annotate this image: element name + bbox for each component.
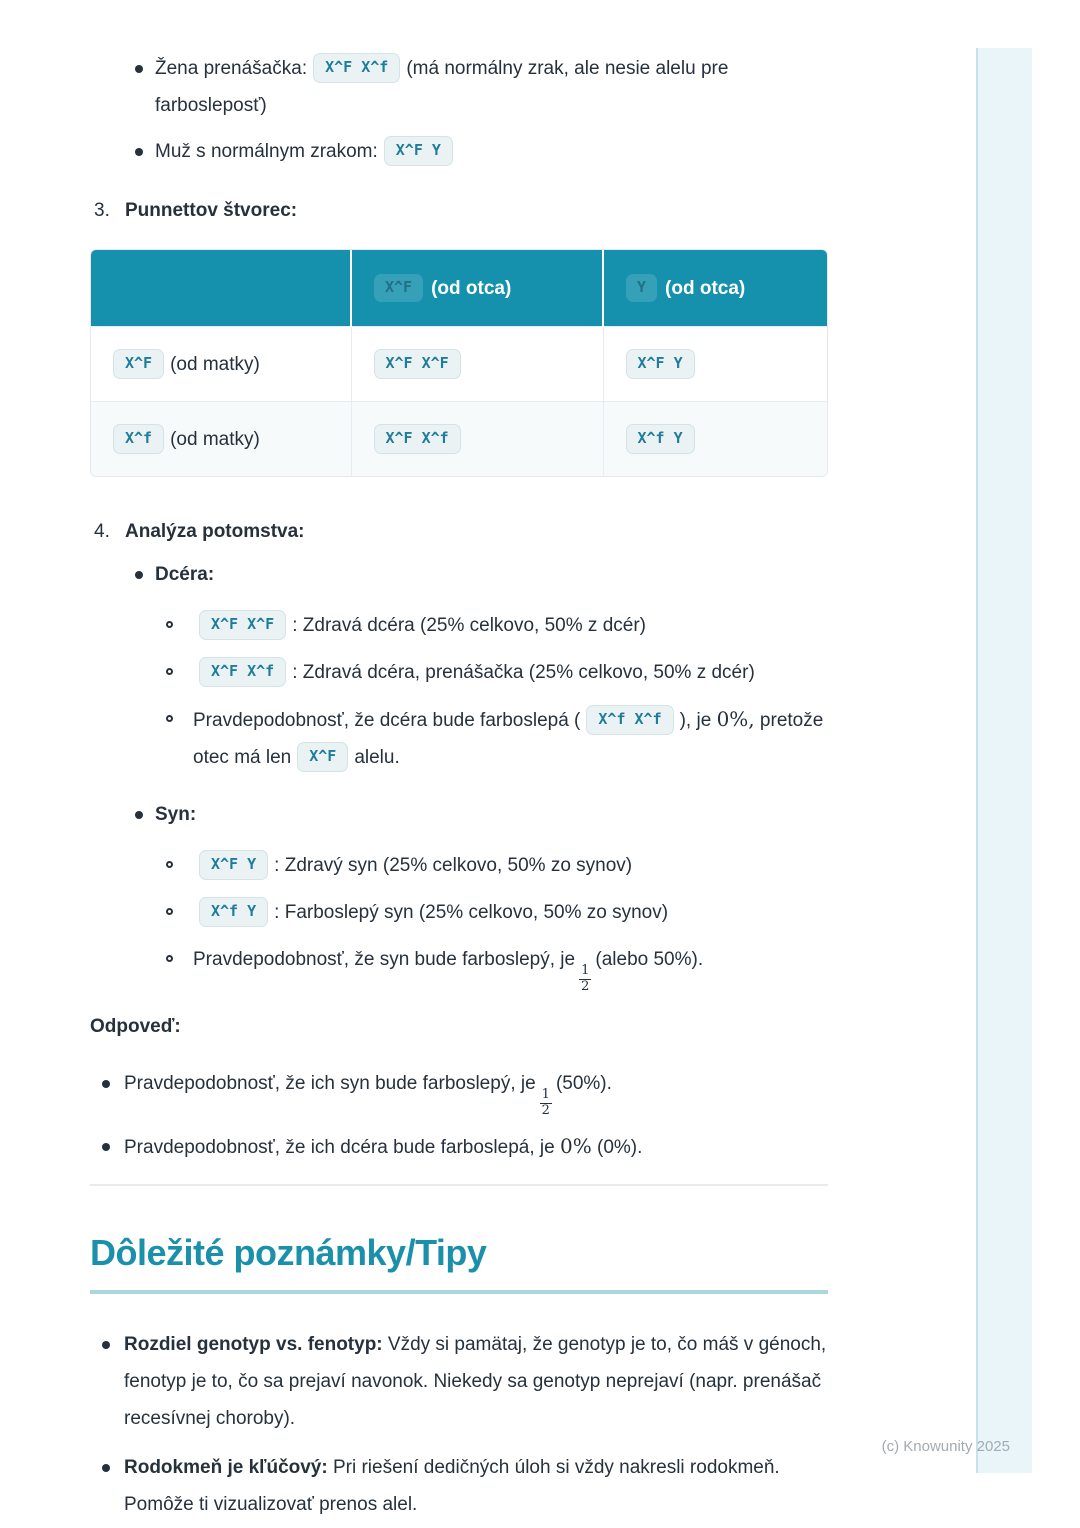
page-side-stripe <box>976 48 1032 1473</box>
list-item <box>90 1065 828 1118</box>
tip-lead: Rodokmeň je kľúčový: <box>124 1457 328 1479</box>
genotype-code-badge: X^f X^f <box>586 705 673 735</box>
item-text: (má normálny zrak, ale nesie alelu pre farbosleposť) <box>155 58 729 116</box>
item-text: Pravdepodobnosť, že ich syn bude farboslepý, je <box>124 1073 536 1095</box>
list-item <box>90 50 828 124</box>
list-item-text <box>124 1128 828 1166</box>
row-label: (od matky) <box>170 354 260 375</box>
list-item <box>90 133 828 170</box>
row-label: (od matky) <box>170 429 260 450</box>
bullet-circle-icon <box>166 908 173 915</box>
fraction-denominator: 2 <box>581 978 590 994</box>
bullet-dot-icon <box>102 1143 110 1151</box>
item-text: : Zdravá dcéra (25% celkovo, 50% z dcér) <box>292 615 646 636</box>
genotype-code-badge: X^F X^f <box>313 53 400 83</box>
fraction-numerator: 1 <box>541 1087 550 1103</box>
son-group <box>90 796 828 994</box>
bullet-circle-icon <box>166 715 173 722</box>
bullet-dot-icon <box>135 811 143 819</box>
item-text: (alebo 50%). <box>595 949 704 970</box>
item-text: Muž s normálnym zrakom: <box>155 141 378 162</box>
answer-list <box>90 1065 828 1166</box>
list-item <box>90 701 828 776</box>
table-header-cell <box>351 250 603 327</box>
header-label: (od otca) <box>431 278 512 299</box>
genotype-code-badge: X^F Y <box>626 349 695 379</box>
copyright-watermark: (c) Knowunity 2025 <box>881 1438 1010 1455</box>
genotype-code-badge: X^f <box>113 424 164 454</box>
list-item <box>90 847 828 884</box>
item-text: : Farboslepý syn (25% celkovo, 50% zo synov) <box>274 902 669 923</box>
genotype-code-badge: X^F <box>297 742 348 772</box>
header-label: (od otca) <box>665 278 746 299</box>
list-item-text <box>193 941 828 994</box>
bullet-dot-icon <box>102 1464 110 1472</box>
tip-lead: Rozdiel genotyp vs. fenotyp: <box>124 1334 383 1356</box>
item-text: : Zdravý syn (25% celkovo, 50% zo synov) <box>274 855 633 876</box>
bullet-dot-icon <box>135 148 143 156</box>
table-row <box>91 402 828 477</box>
table-header-cell <box>603 250 828 327</box>
list-item-text <box>193 607 828 644</box>
list-item <box>90 941 828 994</box>
item-text: Vždy si pamätaj, že genotyp je to, čo máš v génoch, fenotyp je to, čo sa prejaví navonok. Niekedy sa genotyp neprejaví (napr. prenášač recesívnej choroby). <box>124 1334 827 1430</box>
item-text: alelu. <box>354 747 400 768</box>
list-item <box>90 1449 828 1523</box>
bullet-dot-icon <box>135 65 143 73</box>
list-item-son-heading <box>90 796 828 833</box>
list-item <box>90 1326 828 1437</box>
list-item-text <box>193 894 828 931</box>
table-header-empty-cell <box>91 250 351 327</box>
bullet-dot-icon <box>135 571 143 579</box>
genotype-code-badge: X^F <box>113 349 164 379</box>
list-item-text <box>124 1326 828 1437</box>
bullet-dot-icon <box>102 1080 110 1088</box>
daughter-group <box>90 556 828 776</box>
list-item-text <box>124 1449 828 1523</box>
section-number: 3. <box>94 200 110 221</box>
item-text: Pri riešení dedičných úloh si vždy nakresli rodokmeň. Pomôže ti vizualizovať prenos alel. <box>124 1457 780 1516</box>
item-text: Pravdepodobnosť, že syn bude farboslepý, je <box>193 949 576 970</box>
item-text: (50%). <box>555 1073 612 1095</box>
punnett-square-table <box>90 249 828 477</box>
section-heading-analysis <box>90 513 828 550</box>
bullet-dot-icon <box>102 1341 110 1349</box>
genotype-code-badge: Y <box>626 274 657 302</box>
group-heading: Dcéra: <box>155 564 215 585</box>
table-cell <box>351 327 603 402</box>
row-header-cell <box>91 327 351 402</box>
genotype-code-badge: X^F <box>374 274 423 302</box>
item-text: ), je <box>679 710 717 731</box>
group-heading: Syn: <box>155 804 197 825</box>
tips-list <box>90 1326 828 1523</box>
bullet-circle-icon <box>166 861 173 868</box>
list-item <box>90 1128 828 1166</box>
list-item <box>90 654 828 691</box>
genotype-code-badge: X^F X^F <box>374 349 461 379</box>
list-item <box>90 607 828 644</box>
section-title: Analýza potomstva: <box>125 521 305 542</box>
table-cell <box>351 402 603 477</box>
row-header-cell <box>91 402 351 477</box>
answer-heading: Odpoveď: <box>90 1016 181 1038</box>
math-value: 0%, <box>716 707 755 731</box>
list-item-text <box>193 847 828 884</box>
list-item-text <box>155 133 828 170</box>
bullet-circle-icon <box>166 955 173 962</box>
item-text: pretože otec má len <box>193 710 824 768</box>
list-item-text <box>124 1065 828 1118</box>
list-item-daughter-heading <box>90 556 828 593</box>
section-heading-punnett <box>90 192 828 229</box>
table-header-row <box>91 250 828 327</box>
fraction-one-half <box>579 964 591 994</box>
genotype-code-badge: X^f Y <box>626 424 695 454</box>
item-text: : Zdravá dcéra, prenášačka (25% celkovo, 50% z dcér) <box>292 662 755 683</box>
fraction-numerator: 1 <box>581 963 590 978</box>
genotype-code-badge: X^F X^f <box>374 424 461 454</box>
list-item-text <box>193 701 828 776</box>
bullet-circle-icon <box>166 621 173 628</box>
tips-section-title: Dôležité poznámky/Tipy <box>90 1232 828 1294</box>
math-value: 0% <box>559 1134 592 1159</box>
table-cell <box>603 402 828 477</box>
intro-list <box>90 50 828 170</box>
item-text: Pravdepodobnosť, že ich dcéra bude farboslepá, je <box>124 1137 560 1159</box>
list-item-text <box>155 50 828 124</box>
genotype-code-badge: X^F X^F <box>199 610 286 640</box>
item-text: (0%). <box>591 1137 643 1159</box>
genotype-code-badge: X^f Y <box>199 897 268 927</box>
horizontal-divider <box>90 1184 828 1186</box>
table-row <box>91 327 828 402</box>
item-text: Žena prenášačka: <box>155 58 308 79</box>
fraction-denominator: 2 <box>541 1102 550 1118</box>
fraction-one-half <box>540 1088 552 1118</box>
list-item <box>90 894 828 931</box>
table-cell <box>603 327 828 402</box>
section-title: Punnettov štvorec: <box>125 200 298 221</box>
genotype-code-badge: X^F Y <box>199 850 268 880</box>
genotype-code-badge: X^F Y <box>384 136 453 166</box>
item-text: Pravdepodobnosť, že dcéra bude farboslepá ( <box>193 710 581 731</box>
list-item-text <box>193 654 828 691</box>
bullet-circle-icon <box>166 668 173 675</box>
section-number: 4. <box>94 521 110 542</box>
document-content <box>90 0 828 1528</box>
genotype-code-badge: X^F X^f <box>199 657 286 687</box>
